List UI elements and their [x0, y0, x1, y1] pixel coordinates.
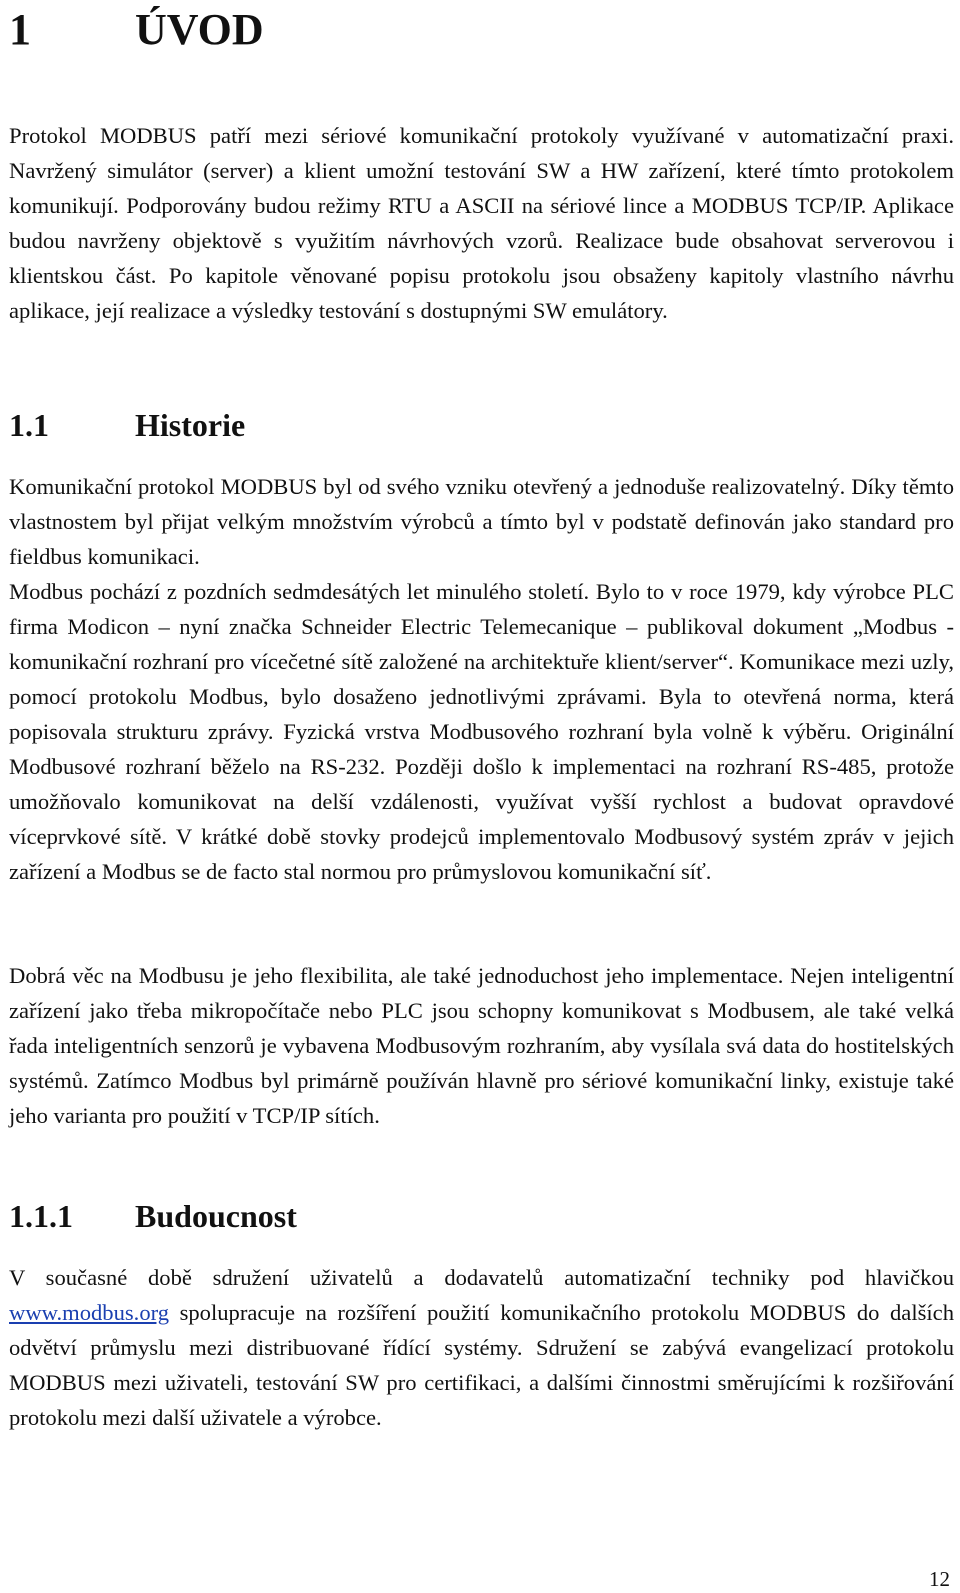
intro-paragraph: Protokol MODBUS patří mezi sériové komunikační protokoly využívané v automatizační praxi. Navržený simulátor (server) a klient umožní testování SW a HW zařízení, které tímto protokolem komunikují. Podporovány budou režimy RTU a ASCII na sériové lince a MODBUS TCP/IP. Aplikace budou navrženy objektově s využitím návrhových vzorů. Realizace bude obsahovat serverovou i klientskou část. Po kapitole věnované popisu protokolu jsou obsaženy kapitoly vlastního návrhu aplikace, její realizace a výsledky testování s dostupnými SW emulátory. [9, 123, 954, 323]
chapter-number: 1 [9, 5, 31, 54]
subsection-title: Budoucnost [135, 1198, 297, 1234]
section-heading-historie [9, 405, 245, 445]
budoucnost-text-after-link: spolupracuje na rozšíření použití komunikačního protokolu MODBUS do dalších odvětví průmyslu mezi distribuované řídící systémy. Sdružení se zabývá evangelizací protokolu MODBUS mezi uživateli, testování SW pro certifikaci, a dalšími činnostmi směrujícími k rozšiřování protokolu mezi další uživatele a výrobce. [9, 1300, 954, 1430]
historie-paragraph-1: Komunikační protokol MODBUS byl od svého vzniku otevřený a jednoduše realizovatelný. Díky těmto vlastnostem byl přijat velkým množstvím výrobců a tímto byl v podstatě definován jako standard pro fieldbus komunikaci. [9, 474, 954, 569]
chapter-heading [9, 2, 264, 58]
page-number: 12 [929, 1567, 950, 1591]
historie-paragraph-3: Dobrá věc na Modbusu je jeho flexibilita, ale také jednoduchost jeho implementace. Nejen inteligentní zařízení jako třeba mikropočítače nebo PLC jsou schopny komunikovat s Modbusem, ale také velká řada inteligentních senzorů je vybavena Modbusovým rozhraním, aby vysílala svá data do hostitelských systémů. Zatímco Modbus byl primárně používán hlavně pro sériové komunikační linky, existuje také jeho varianta pro použití v TCP/IP sítích. [9, 963, 954, 1128]
historie-paragraph-2: Modbus pochází z pozdních sedmdesátých let minulého století. Bylo to v roce 1979, kdy výrobce PLC firma Modicon – nyní značka Schneider Electric Telemecanique – publikoval dokument „Modbus - komunikační rozhraní pro vícečetné sítě založené na architektuře klient/server“. Komunikace mezi uzly, pomocí protokolu Modbus, bylo dosaženo jednotlivými zprávami. Byla to otevřená norma, která popisovala strukturu zprávy. Fyzická vrstva Modbusového rozhraní byla volně k výběru. Originální Modbusové rozhraní běželo na RS-232. Později došlo k implementaci na rozhraní RS-485, protože umožňovalo komunikovat na delší vzdálenosti, využívat vyšší rychlost a budovat opravdové víceprvkové sítě. V krátké době stovky prodejců implementovalo Modbusový systém zpráv v jejich zařízení a Modbus se de facto stal normou pro průmyslovou komunikační síť. [9, 579, 954, 884]
section-number: 1.1 [9, 407, 49, 443]
modbus-website-link[interactable]: www.modbus.org [9, 1300, 170, 1325]
budoucnost-paragraph [9, 1260, 954, 1435]
budoucnost-text-before-link: V současné době sdružení uživatelů a dodavatelů automatizační techniky pod hlavičkou [9, 1265, 954, 1290]
section-title: Historie [135, 407, 246, 443]
subsection-number: 1.1.1 [9, 1198, 73, 1234]
subsection-heading-budoucnost [9, 1196, 297, 1236]
chapter-title: ÚVOD [135, 5, 264, 54]
